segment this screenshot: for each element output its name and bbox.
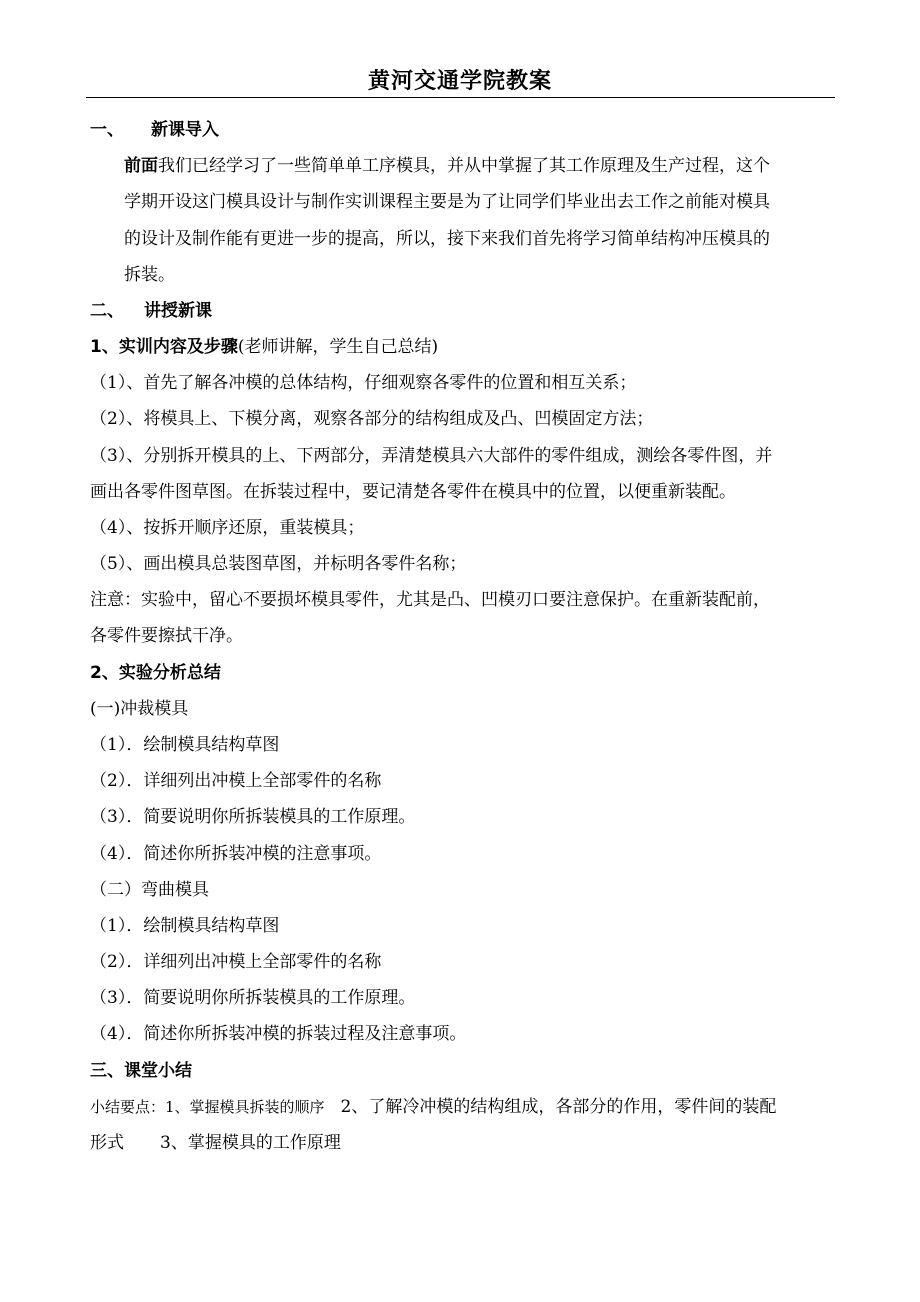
section-2-number: 二、 [90, 301, 124, 321]
bending-item-1: （1）．绘制模具结构草图 [90, 916, 280, 936]
summary-line-1 [90, 1095, 776, 1119]
section-2-heading: 讲授新课 [144, 301, 212, 321]
document-title: 黄河交通学院教案 [367, 69, 552, 94]
summary-label: 小结要点：1、掌握模具拆装的顺序 [90, 1098, 325, 1116]
title-underline [86, 97, 835, 98]
step-3-line-1: （3）、分别拆开模具的上、下两部分，弄清楚模具六大部件的零件组成，测绘各零件图，并 [90, 446, 773, 466]
summary-point-2: 2、了解冷冲模的结构组成，各部分的作用，零件间的装配 [340, 1097, 777, 1117]
bending-item-4: （4）．简述你所拆装冲模的拆装过程及注意事项。 [90, 1024, 467, 1044]
intro-lead: 前面 [124, 156, 158, 176]
section-1-number: 一、 [90, 120, 124, 140]
subsection-1-heading: 1、实训内容及步骤 [90, 337, 238, 357]
blanking-die-heading: (一)冲裁模具 [90, 699, 189, 719]
step-1: （1）、首先了解各冲模的总体结构，仔细观察各零件的位置和相互关系； [90, 373, 637, 393]
summary-line-2-start: 形式 [90, 1133, 124, 1153]
subsection-1-heading-line [90, 335, 438, 359]
section-1-heading: 新课导入 [151, 120, 219, 140]
step-5: （5）、画出模具总装图草图，并标明各零件名称； [90, 554, 467, 574]
step-3-line-2: 画出各零件图草图。在拆装过程中，要记清楚各零件在模具中的位置，以便重新装配。 [90, 482, 736, 502]
summary-point-3: 3、掌握模具的工作原理 [160, 1133, 341, 1153]
intro-paragraph-line-1 [124, 154, 770, 178]
blanking-item-4: （4）．简述你所拆装冲模的注意事项。 [90, 844, 382, 864]
subsection-1-note: (老师讲解，学生自己总结) [237, 337, 439, 357]
blanking-item-3: （3）．简要说明你所拆装模具的工作原理。 [90, 807, 416, 827]
bending-item-2: （2）．详细列出冲模上全部零件的名称 [90, 952, 382, 972]
summary-line-2 [90, 1131, 341, 1155]
intro-paragraph-line-4: 拆装。 [124, 265, 175, 285]
blanking-item-2: （2）．详细列出冲模上全部零件的名称 [90, 771, 382, 791]
step-4: （4）、按拆开顺序还原，重装模具； [90, 518, 365, 538]
intro-line-1-text: 我们已经学习了一些简单单工序模具，并从中掌握了其工作原理及生产过程，这个 [158, 156, 770, 176]
bending-die-heading: （二）弯曲模具 [90, 880, 209, 900]
section-3-heading: 三、课堂小结 [90, 1061, 192, 1081]
subsection-2-heading: 2、实验分析总结 [90, 663, 221, 683]
intro-paragraph-line-2: 学期开设这门模具设计与制作实训课程主要是为了让同学们毕业出去工作之前能对模具 [124, 192, 770, 212]
caution-line-1: 注意：实验中，留心不要损坏模具零件，尤其是凸、凹模刃口要注意保护。在重新装配前， [90, 590, 770, 610]
intro-paragraph-line-3: 的设计及制作能有更进一步的提高，所以，接下来我们首先将学习简单结构冲压模具的 [124, 229, 770, 249]
step-2: （2）、将模具上、下模分离，观察各部分的结构组成及凸、凹模固定方法； [90, 409, 654, 429]
caution-line-2: 各零件要擦拭干净。 [90, 626, 243, 646]
bending-item-3: （3）．简要说明你所拆装模具的工作原理。 [90, 988, 416, 1008]
blanking-item-1: （1）．绘制模具结构草图 [90, 735, 280, 755]
